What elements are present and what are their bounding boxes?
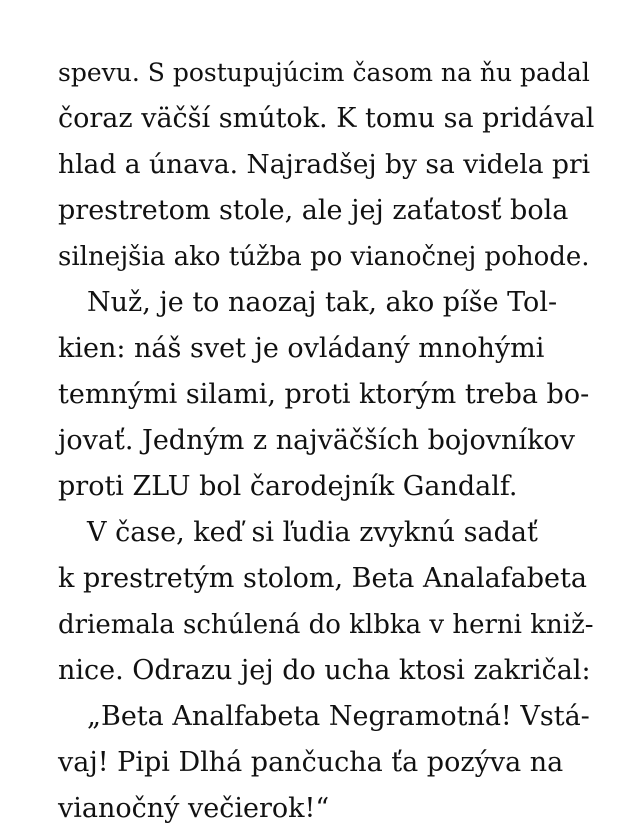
text-line: kien: náš svet je ovládaný mnohými: [58, 333, 545, 364]
text-line: čoraz väčší smútok. K tomu sa pridával: [58, 103, 595, 134]
text-line: k prestretým stolom, Beta Analafabeta: [58, 563, 587, 594]
text-line: temnými silami, proti ktorým treba bo-: [58, 379, 590, 410]
text-line: spevu. S postupujúcim časom na ňu padal: [58, 58, 590, 87]
text-line: jovať. Jedným z najväčších bojovníkov: [58, 425, 575, 456]
text-line: Nuž, je to naozaj tak, ako píše Tol-: [87, 287, 558, 318]
text-line: vianočný večierok!“: [58, 793, 330, 824]
text-line: „Beta Analfabeta Negramotná! Vstá-: [87, 701, 590, 732]
text-line: silnejšia ako túžba po vianočnej pohode.: [58, 242, 590, 272]
book-page-text: [58, 50, 598, 832]
text-line: vaj! Pipi Dlhá pančucha ťa pozýva na: [58, 747, 564, 778]
text-line: proti ZLU bol čarodejník Gandalf.: [58, 471, 518, 502]
text-line: nice. Odrazu jej do ucha ktosi zakričal:: [58, 655, 591, 686]
text-line: hlad a únava. Najradšej by sa videla pri: [58, 149, 591, 180]
text-line: V čase, keď si ľudia zvyknú sadať: [87, 517, 538, 548]
text-line: prestretom stole, ale jej zaťatosť bola: [58, 195, 569, 226]
text-line: driemala schúlená do klbka v herni kniž-: [58, 610, 594, 640]
